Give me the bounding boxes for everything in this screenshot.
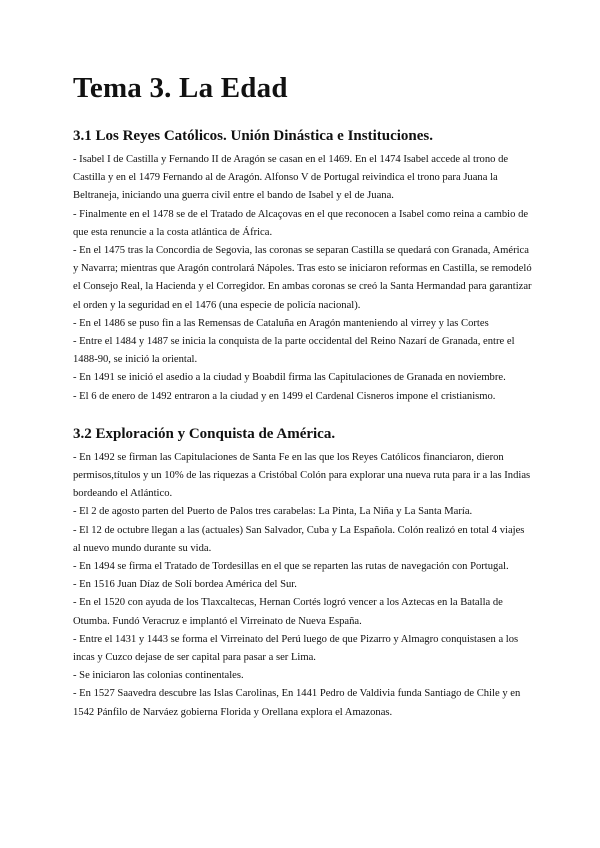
paragraph: - Finalmente en el 1478 se de el Tratado de Alcaçovas en el que reconocen a Isabel como reina a cambio de que esta renuncie a la costa atlántica de África. [73, 208, 529, 238]
paragraph: - En el 1486 se puso fin a las Remensas de Cataluña en Aragón manteniendo al virrey y las Cortes [73, 317, 489, 329]
section-heading: 3.2 Exploración y Conquista de América. [73, 425, 336, 442]
paragraph: - Entre el 1431 y 1443 se forma el Virreinato del Perú luego de que Pizarro y Almagro conquistasen a los incas y Cuzco dejase de ser capital para pasar a ser Lima. [73, 633, 519, 664]
paragraph: - Entre el 1484 y 1487 se inicia la conquista de la parte occidental del Reino Nazarí de Granada, entre el 1488-90, se inició la oriental. [73, 336, 515, 366]
paragraph: - En 1516 Juan Díaz de Solí bordea América del Sur. [73, 579, 297, 591]
paragraph: - En 1492 se firman las Capitulaciones de Santa Fe en las que los Reyes Católicos financiaron, dieron permisos,títulos y un 10% de las riquezas a Cristóbal Colón para explorar una nueva ruta para ir a las Indias bordeando el Atlántico. [73, 451, 531, 500]
document-page [73, 70, 533, 722]
paragraph: - En el 1475 tras la Concordia de Segovia, las coronas se separan Castilla se quedará con Granada, América y Navarra; mientras que Aragón controlará Nápoles. Tras esto se iniciaron reformas en Castilla, se remodeló el Consejo Real, la Hacienda y el Corregidor. En ambas coronas se creó la Santa Hermandad para garantizar el orden y la seguridad en el 1476 (una especie de policía nacional). [73, 245, 532, 311]
paragraph: - El 12 de octubre llegan a las (actuales) San Salvador, Cuba y La Española. Colón realizó en total 4 viajes al nuevo mundo durante su vida. [73, 524, 525, 554]
paragraph: - En el 1520 con ayuda de los Tlaxcaltecas, Hernan Cortés logró vencer a los Aztecas en la Batalla de Otumba. Fundó Veracruz e implantó el Virreinato de Nueva España. [73, 597, 503, 627]
section-exploracion-america [73, 424, 533, 722]
document-title: Tema 3. La Edad [73, 72, 288, 104]
section-spacer [73, 406, 533, 424]
paragraph: - Se iniciaron las colonias continentales. [73, 670, 244, 682]
paragraph: - En 1494 se firma el Tratado de Tordesillas en el que se reparten las rutas de navegación con Portugal. [73, 561, 509, 573]
paragraph: - En 1491 se inició el asedio a la ciudad y Boabdil firma las Capitulaciones de Granada en noviembre. [73, 372, 506, 384]
paragraph: - Isabel I de Castilla y Fernando II de Aragón se casan en el 1469. En el 1474 Isabel accede al trono de Castilla y en el 1479 Fernando al de Aragón. Alfonso V de Portugal reivindica el trono para Juana la Beltraneja, iniciando una guerra civil entre el bando de Isabel y el de Juana. [73, 154, 509, 202]
paragraph: - El 6 de enero de 1492 entraron a la ciudad y en 1499 el Cardenal Cisneros impone el cristianismo. [73, 390, 496, 402]
section-reyes-catolicos [73, 126, 533, 406]
paragraph: - En 1527 Saavedra descubre las Islas Carolinas, En 1441 Pedro de Valdivia funda Santiago de Chile y en 1542 Pánfilo de Narváez gobierna Florida y Orellana explora el Amazonas. [73, 688, 521, 718]
paragraph: - El 2 de agosto parten del Puerto de Palos tres carabelas: La Pinta, La Niña y La Santa María. [73, 506, 473, 518]
section-heading: 3.1 Los Reyes Católicos. Unión Dinástica e Instituciones. [73, 128, 434, 144]
